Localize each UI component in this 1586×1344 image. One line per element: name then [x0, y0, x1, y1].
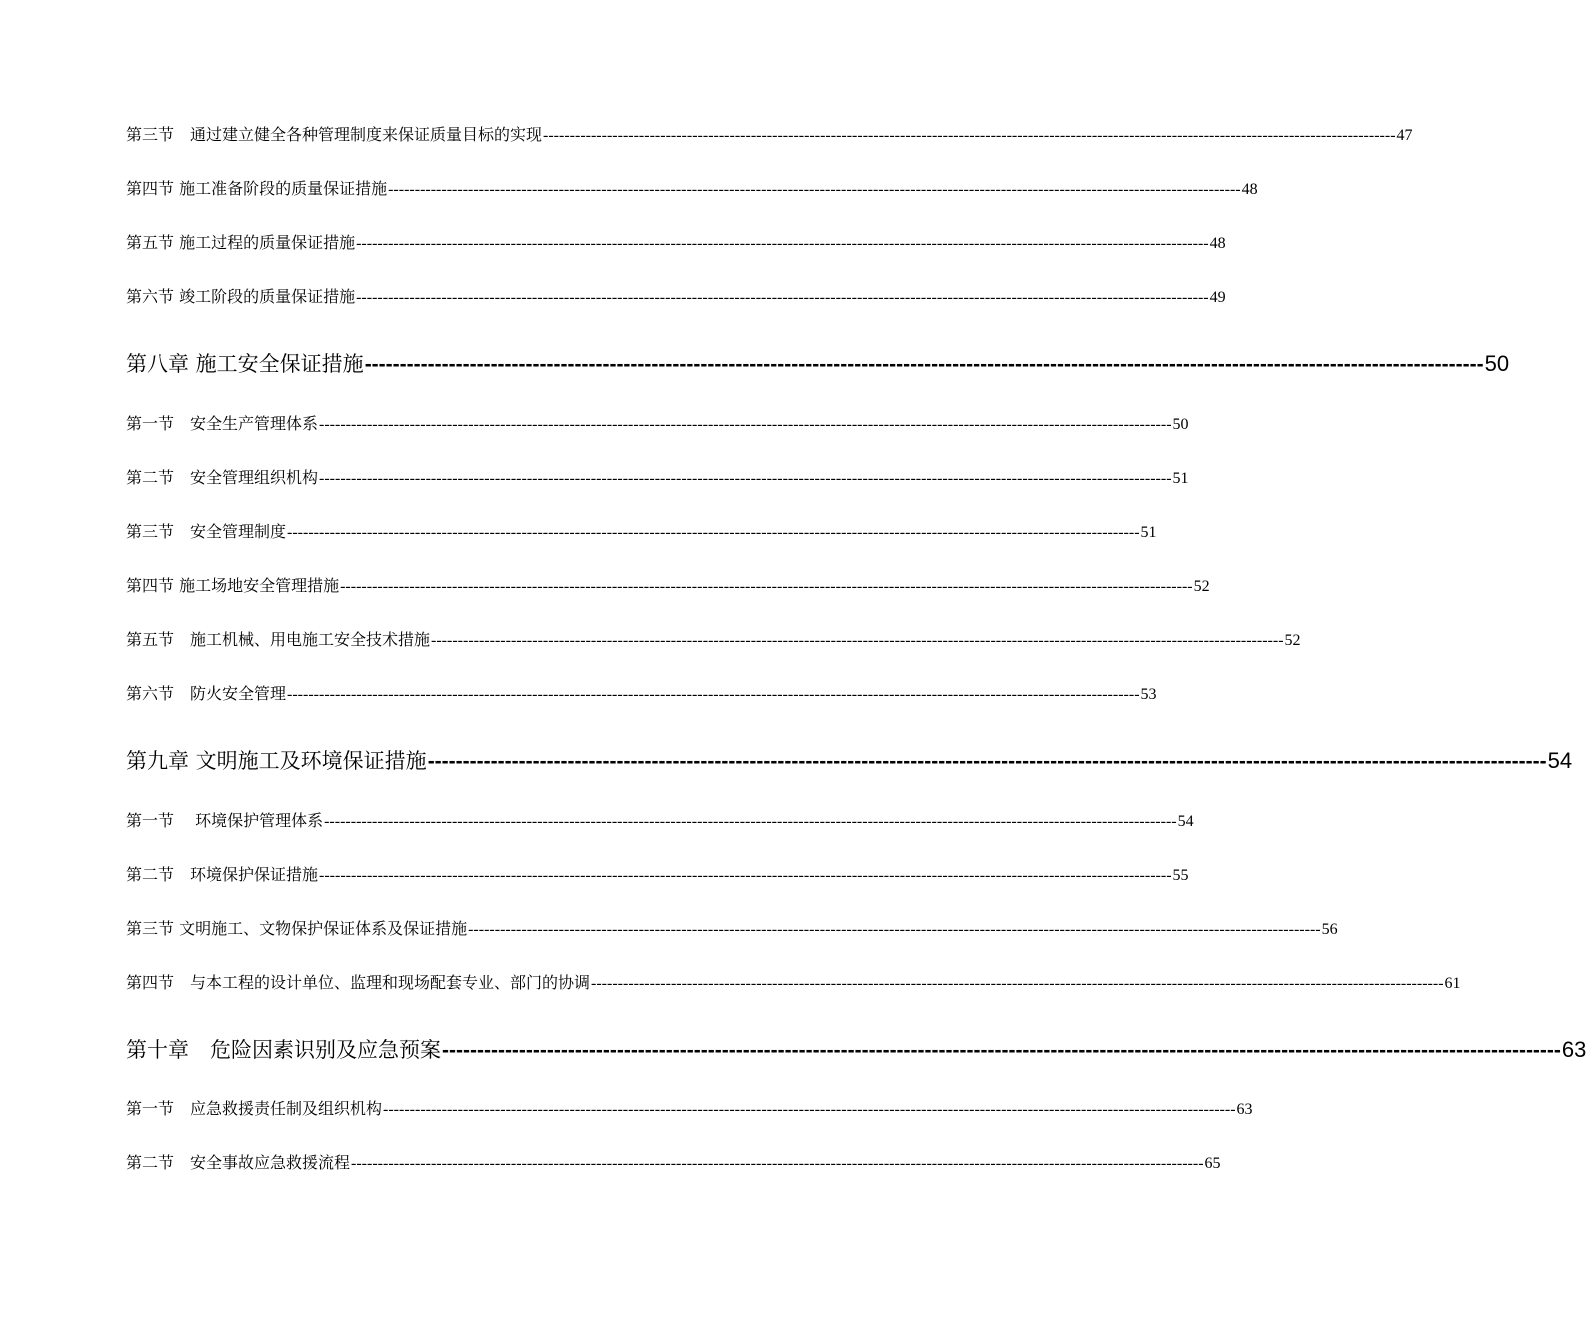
toc-entry-page: 53: [1140, 686, 1157, 703]
toc-entry-label: 第三节 通过建立健全各种管理制度来保证质量目标的实现: [126, 125, 543, 144]
toc-entry: [126, 972, 1461, 994]
dot-leader: ----------------------------------------------------------------------------------------------------------------------------------------------------------------: [356, 235, 1209, 252]
toc-entry-page: 50: [1172, 416, 1189, 433]
toc-entry-page: 55: [1172, 867, 1189, 884]
toc-entry-page: 61: [1444, 975, 1461, 992]
dot-leader: ----------------------------------------------------------------------------------------------------------------------------------------------------------------: [340, 578, 1193, 595]
toc-entry-page: 48: [1209, 235, 1226, 252]
toc-entry-label: 第一节 安全生产管理体系: [126, 414, 319, 433]
toc-entry-page: 54: [1547, 748, 1573, 773]
toc-entry-label: 第九章 文明施工及环境保证措施: [126, 749, 427, 773]
toc-entry-label: 第六节 竣工阶段的质量保证措施: [126, 287, 356, 306]
dot-leader: ----------------------------------------------------------------------------------------------------------------------------------------------------------------: [364, 353, 1484, 376]
toc-entry-label: 第三节 文明施工、文物保护保证体系及保证措施: [126, 919, 468, 938]
dot-leader: ----------------------------------------------------------------------------------------------------------------------------------------------------------------: [351, 1155, 1204, 1172]
toc-entry: [126, 810, 1194, 832]
toc-entry-label: 第四节 与本工程的设计单位、监理和现场配套专业、部门的协调: [126, 973, 591, 992]
toc-entry-page: 63: [1236, 1101, 1253, 1118]
dot-leader: ----------------------------------------------------------------------------------------------------------------------------------------------------------------: [383, 1101, 1236, 1118]
toc-entry: [126, 918, 1338, 940]
toc-entry: [126, 232, 1226, 254]
toc-entry-page: 49: [1209, 289, 1226, 306]
toc-entry-page: 65: [1204, 1155, 1221, 1172]
dot-leader: ----------------------------------------------------------------------------------------------------------------------------------------------------------------: [388, 181, 1241, 198]
toc-entry-label: 第一节 应急救援责任制及组织机构: [126, 1099, 383, 1118]
toc-entry-page: 50: [1484, 351, 1510, 376]
toc-entry: [126, 286, 1226, 308]
dot-leader: ----------------------------------------------------------------------------------------------------------------------------------------------------------------: [287, 686, 1140, 703]
toc-entry-label: 第二节 环境保护保证措施: [126, 865, 319, 884]
toc-entry-label: 第二节 安全事故应急救援流程: [126, 1153, 351, 1172]
dot-leader: ----------------------------------------------------------------------------------------------------------------------------------------------------------------: [442, 1039, 1561, 1062]
toc-entry: [126, 178, 1258, 200]
toc-entry-label: 第八章 施工安全保证措施: [126, 352, 364, 376]
toc-entry: [126, 1098, 1253, 1120]
dot-leader: ----------------------------------------------------------------------------------------------------------------------------------------------------------------: [356, 289, 1209, 306]
toc-entry-page: 63: [1561, 1037, 1586, 1062]
dot-leader: ----------------------------------------------------------------------------------------------------------------------------------------------------------------: [287, 524, 1140, 541]
toc-entry-page: 56: [1321, 921, 1338, 938]
dot-leader: ----------------------------------------------------------------------------------------------------------------------------------------------------------------: [319, 470, 1172, 487]
dot-leader: ----------------------------------------------------------------------------------------------------------------------------------------------------------------: [324, 813, 1177, 830]
toc-entry: [126, 575, 1210, 597]
toc-entry-label: 第五节 施工过程的质量保证措施: [126, 233, 356, 252]
dot-leader: ----------------------------------------------------------------------------------------------------------------------------------------------------------------: [468, 921, 1321, 938]
toc-entry: [126, 629, 1301, 651]
toc-entry-label: 第四节 施工准备阶段的质量保证措施: [126, 179, 388, 198]
toc-entry-label: 第五节 施工机械、用电施工安全技术措施: [126, 630, 431, 649]
toc-entry-page: 52: [1284, 632, 1301, 649]
toc-chapter-entry: [126, 1035, 1586, 1065]
dot-leader: ----------------------------------------------------------------------------------------------------------------------------------------------------------------: [319, 867, 1172, 884]
toc-entry: [126, 683, 1157, 705]
toc-entry: [126, 467, 1189, 489]
dot-leader: ----------------------------------------------------------------------------------------------------------------------------------------------------------------: [431, 632, 1284, 649]
toc-entry: [126, 413, 1189, 435]
dot-leader: ----------------------------------------------------------------------------------------------------------------------------------------------------------------: [319, 416, 1172, 433]
toc-entry-label: 第一节 环境保护管理体系: [126, 811, 324, 830]
toc-entry-label: 第六节 防火安全管理: [126, 684, 287, 703]
toc-entry-label: 第二节 安全管理组织机构: [126, 468, 319, 487]
toc-chapter-entry: [126, 746, 1573, 776]
toc-entry: [126, 1152, 1221, 1174]
toc-entry: [126, 124, 1413, 146]
toc-entry-page: 48: [1241, 181, 1258, 198]
dot-leader: ----------------------------------------------------------------------------------------------------------------------------------------------------------------: [543, 127, 1396, 144]
toc-entry-page: 52: [1193, 578, 1210, 595]
toc-entry: [126, 864, 1189, 886]
toc-chapter-entry: [126, 349, 1510, 379]
toc-entry-page: 51: [1140, 524, 1157, 541]
toc-entry-label: 第十章 危险因素识别及应急预案: [126, 1038, 441, 1062]
toc-entry: [126, 521, 1157, 543]
dot-leader: ----------------------------------------------------------------------------------------------------------------------------------------------------------------: [591, 975, 1444, 992]
toc-entry-page: 47: [1396, 127, 1413, 144]
toc-entry-label: 第三节 安全管理制度: [126, 522, 287, 541]
toc-entry-page: 54: [1177, 813, 1194, 830]
toc-entry-label: 第四节 施工场地安全管理措施: [126, 576, 340, 595]
toc-entry-page: 51: [1172, 470, 1189, 487]
dot-leader: ----------------------------------------------------------------------------------------------------------------------------------------------------------------: [427, 750, 1547, 773]
